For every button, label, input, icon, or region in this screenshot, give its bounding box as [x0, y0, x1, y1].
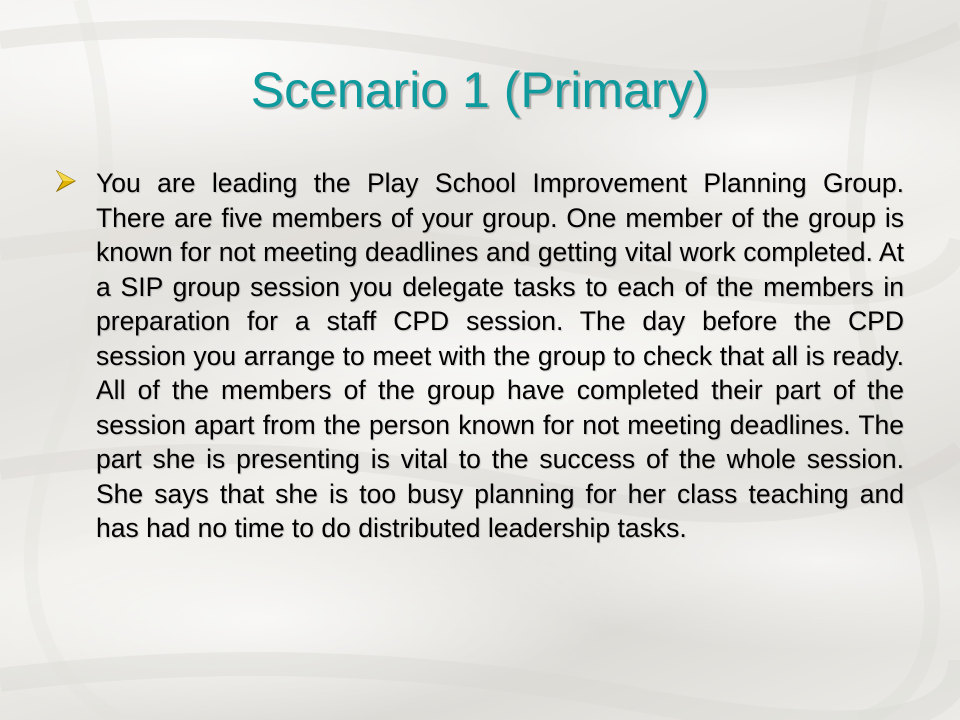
slide-title: Scenario 1 (Primary): [250, 62, 710, 118]
arrowhead-bullet-icon: [56, 170, 76, 192]
bullet-text: You are leading the Play School Improvement Planning Group. There are five members of your group. One member of the group is known for not meeting deadlines and getting vital work completed. At a SIP group session you delegate tasks to each of the members in preparation for a staff CPD session. The day before the CPD session you arrange to meet with the group to check that all is ready. All of the members of the group have completed their part of the session apart from the person known for not meeting deadlines. The part she is presenting is vital to the success of the whole session. She says that she is too busy planning for her class teaching and has had no time to do distributed leadership tasks.: [96, 168, 904, 543]
bullet-item: [56, 166, 904, 546]
